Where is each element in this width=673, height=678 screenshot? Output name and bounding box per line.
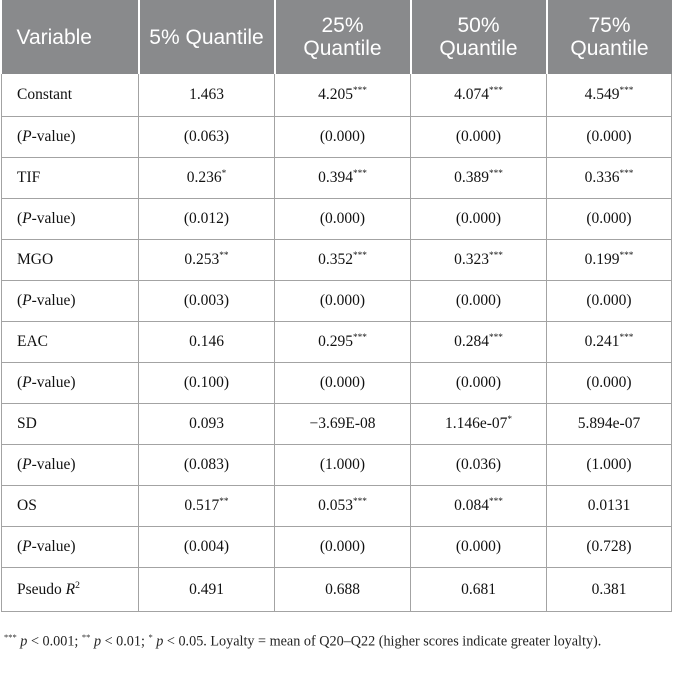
cell-value: 0.681 [461, 580, 496, 598]
significance-stars: *** [488, 168, 503, 179]
table-cell [547, 199, 672, 240]
header-q25: 25% Quantile [275, 0, 411, 74]
coefficient-row [2, 486, 672, 527]
cell-value: 5.894e-07 [577, 415, 641, 432]
cell-value: (1.000) [319, 456, 366, 473]
cell-value: 0.084 [454, 497, 489, 515]
cell-value: 0.146 [189, 333, 224, 350]
coefficient-row [2, 74, 672, 117]
pvalue-row [2, 117, 672, 158]
table-cell [275, 281, 411, 322]
table-cell [547, 240, 672, 281]
row-label: (P-value) [2, 199, 139, 240]
table-cell [411, 445, 547, 486]
table-cell [139, 74, 275, 117]
significance-stars: *** [352, 332, 367, 343]
pvalue-row [2, 281, 672, 322]
row-label: SD [2, 404, 139, 445]
table-footnote: *** p < 0.001; ** p < 0.01; * p < 0.05. Loyalty = mean of Q20–Q22 (higher scores indicate greater loyalty). [4, 632, 602, 650]
table-cell [411, 74, 547, 117]
row-label: (P-value) [2, 527, 139, 568]
table-cell [139, 322, 275, 363]
cell-value: 0.284 [454, 333, 489, 351]
table-cell [139, 158, 275, 199]
table-cell [275, 568, 411, 612]
table-cell [411, 568, 547, 612]
table-cell [139, 568, 275, 612]
row-label: (P-value) [2, 117, 139, 158]
table-cell [275, 445, 411, 486]
cell-value: (1.000) [586, 456, 632, 473]
table-cell [411, 404, 547, 445]
cell-value: (0.000) [586, 374, 632, 391]
header-variable: Variable [2, 0, 139, 74]
table-cell [139, 363, 275, 404]
cell-value: (0.000) [586, 128, 632, 145]
significance-stars: *** [619, 250, 634, 261]
header-q50: 50% Quantile [411, 0, 547, 74]
header-q75: 75% Quantile [547, 0, 672, 74]
significance-stars: *** [488, 332, 503, 343]
significance-stars: *** [352, 85, 367, 96]
cell-value: (0.728) [586, 538, 632, 555]
cell-value: (0.100) [183, 374, 230, 391]
cell-value: 1.146e-07 [444, 415, 508, 433]
cell-value: (0.063) [183, 128, 230, 145]
significance-stars: *** [619, 85, 634, 96]
table-cell [275, 74, 411, 117]
table-cell [139, 240, 275, 281]
coefficient-row [2, 158, 672, 199]
table-cell [411, 240, 547, 281]
cell-value: 0.381 [591, 580, 627, 598]
table-cell [275, 486, 411, 527]
table-cell [547, 322, 672, 363]
table-cell [139, 404, 275, 445]
cell-value: 0.352 [318, 251, 353, 269]
significance-stars: *** [619, 168, 634, 179]
cell-value: (0.000) [455, 374, 502, 391]
cell-value: 4.205 [318, 86, 353, 104]
significance-stars: *** [619, 332, 634, 343]
cell-value: 0.389 [454, 169, 489, 187]
significance-stars: ** [219, 496, 229, 507]
table-cell [139, 527, 275, 568]
table-body [2, 74, 672, 612]
cell-value: 1.463 [189, 86, 224, 103]
table-cell [411, 117, 547, 158]
table-cell [275, 158, 411, 199]
table-cell [547, 74, 672, 117]
cell-value: 4.549 [584, 86, 620, 104]
cell-value: (0.000) [586, 210, 632, 227]
pvalue-row [2, 527, 672, 568]
table-cell [139, 199, 275, 240]
cell-value: (0.000) [319, 210, 366, 227]
row-label: EAC [2, 322, 139, 363]
quantile-regression-table [1, 0, 672, 612]
pvalue-row [2, 363, 672, 404]
table-cell [275, 363, 411, 404]
table-cell [411, 322, 547, 363]
cell-value: 0.241 [584, 333, 620, 351]
table-cell [547, 568, 672, 612]
table-cell [275, 404, 411, 445]
row-label: (P-value) [2, 445, 139, 486]
table-cell [411, 158, 547, 199]
table-cell [547, 527, 672, 568]
row-label: Pseudo $R^2$ [2, 568, 139, 612]
cell-value: 0.199 [584, 251, 620, 269]
cell-value: (0.000) [455, 292, 502, 309]
table-cell [411, 199, 547, 240]
row-label: Constant [2, 74, 139, 117]
header-row [2, 0, 672, 74]
cell-value: −3.69E-08 [309, 415, 376, 432]
table-cell [139, 486, 275, 527]
coefficient-row [2, 404, 672, 445]
table-cell [275, 199, 411, 240]
significance-stars: * [221, 168, 227, 179]
cell-value: (0.000) [319, 538, 366, 555]
table-cell [139, 117, 275, 158]
significance-stars: *** [352, 496, 367, 507]
cell-value: 0.323 [454, 251, 489, 269]
significance-stars: *** [488, 85, 503, 96]
cell-value: 0.253 [184, 251, 220, 269]
row-label: OS [2, 486, 139, 527]
table-cell [547, 117, 672, 158]
cell-value: (0.012) [183, 210, 230, 227]
table-cell [139, 445, 275, 486]
table-cell [547, 445, 672, 486]
cell-value: 0.093 [189, 415, 224, 432]
cell-value: 0.491 [189, 580, 224, 598]
cell-value: 0.053 [318, 497, 353, 515]
table-cell [547, 363, 672, 404]
table-cell [411, 486, 547, 527]
cell-value: 0.336 [584, 169, 620, 187]
table-cell [547, 281, 672, 322]
significance-stars: *** [352, 250, 367, 261]
cell-value: 0.295 [318, 333, 353, 351]
coefficient-row [2, 240, 672, 281]
cell-value: 0.0131 [587, 497, 631, 514]
cell-value: (0.000) [455, 210, 502, 227]
table-cell [411, 281, 547, 322]
row-label: MGO [2, 240, 139, 281]
coefficient-row [2, 322, 672, 363]
table-cell [139, 281, 275, 322]
table-cell [275, 527, 411, 568]
significance-stars: *** [352, 168, 367, 179]
table-cell [411, 527, 547, 568]
cell-value: 0.394 [318, 169, 353, 187]
significance-stars: ** [219, 250, 229, 261]
cell-value: 0.688 [325, 580, 360, 598]
pvalue-row [2, 445, 672, 486]
table-cell [275, 240, 411, 281]
cell-value: (0.000) [455, 538, 502, 555]
cell-value: (0.000) [319, 292, 366, 309]
cell-value: 4.074 [454, 86, 489, 104]
table-cell [411, 363, 547, 404]
row-label: (P-value) [2, 281, 139, 322]
significance-stars: * [507, 414, 513, 425]
table-cell [547, 486, 672, 527]
cell-value: (0.000) [586, 292, 632, 309]
cell-value: (0.000) [319, 128, 366, 145]
significance-stars: *** [488, 496, 503, 507]
pvalue-row [2, 199, 672, 240]
cell-value: (0.003) [183, 292, 230, 309]
cell-value: (0.083) [183, 456, 230, 473]
significance-stars: *** [488, 250, 503, 261]
row-label: TIF [2, 158, 139, 199]
table-cell [275, 117, 411, 158]
table-cell [547, 158, 672, 199]
table-container [1, 0, 671, 653]
cell-value: (0.004) [183, 538, 230, 555]
cell-value: (0.036) [455, 456, 502, 473]
table-cell [275, 322, 411, 363]
header-q5: 5% Quantile [139, 0, 275, 74]
cell-value: 0.517 [184, 497, 220, 515]
cell-value: (0.000) [319, 374, 366, 391]
cell-value: 0.236 [186, 169, 222, 187]
row-label: (P-value) [2, 363, 139, 404]
coefficient-row [2, 568, 672, 612]
table-cell [547, 404, 672, 445]
cell-value: (0.000) [455, 128, 502, 145]
